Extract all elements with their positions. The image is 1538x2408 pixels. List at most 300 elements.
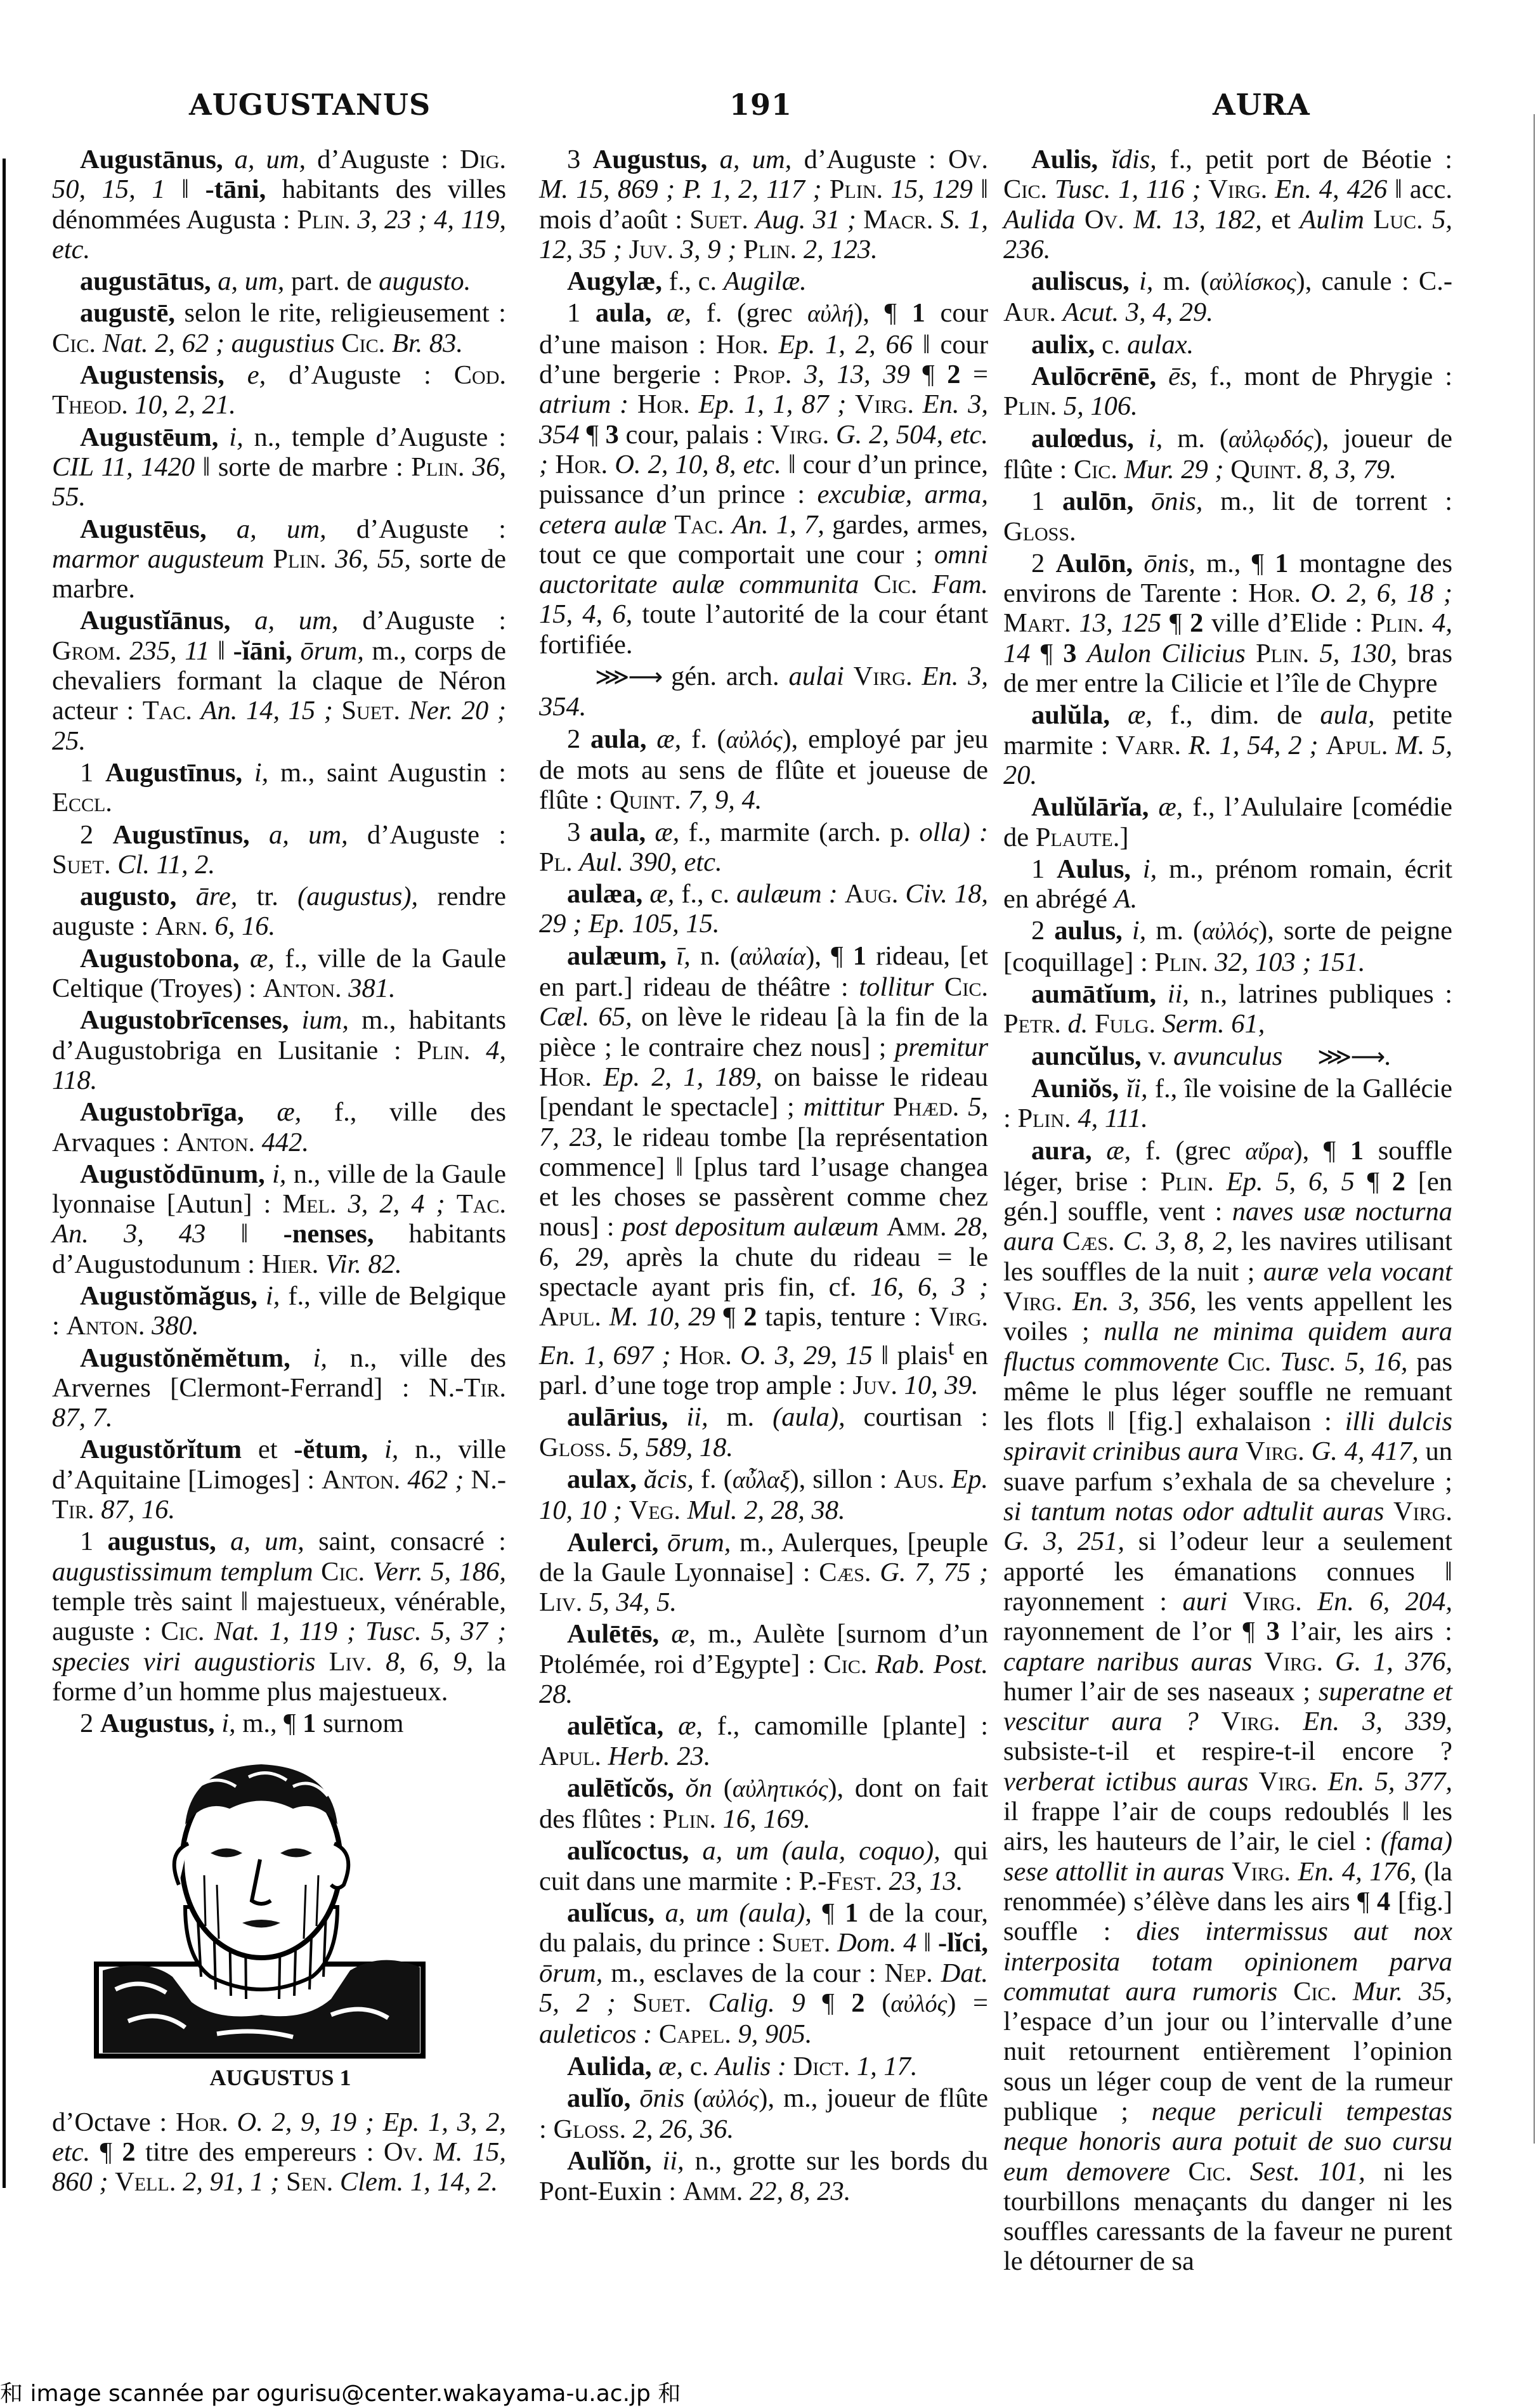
entry-text: ‖ cour d’un prince, puissance d’un prince : (539, 449, 988, 510)
author-citation: Hor. (679, 1340, 732, 1370)
headword: aulĭcoctus, (567, 1836, 689, 1866)
headword: aulārius, (567, 1402, 668, 1433)
dictionary-entry (52, 820, 506, 880)
superscript-text: t (948, 1334, 955, 1360)
italic-text: captare naribus auras (1003, 1646, 1253, 1677)
author-citation: Anton. (66, 1311, 145, 1341)
italic-text: Nat. 1, 119 ; Tusc. 5, 37 ; species viri augustioris (52, 1617, 506, 1677)
entry-text: n., ville des Arvernes [Clermont-Ferrand] : (52, 1343, 506, 1403)
italic-text: excubiæ, arma, cetera aulæ (539, 479, 988, 540)
entry-text (642, 879, 649, 909)
dictionary-entry (1003, 330, 1452, 360)
italic-text: Mur. 35, (1352, 1976, 1453, 2007)
entry-text: saint, consacré : (304, 1526, 506, 1557)
author-citation: Apul. (539, 1302, 601, 1332)
entry-text (333, 696, 342, 726)
entry-text: f., l’Aululaire [comédie de (1003, 792, 1453, 852)
italic-text: æ, (656, 724, 682, 754)
entry-text: ¶ (811, 1898, 845, 1929)
headword: Augylæ, (567, 266, 662, 297)
entry-text: 1 (1031, 486, 1062, 517)
entry-text: ‖ plais (872, 1340, 948, 1370)
entry-text: rendre auguste : (52, 882, 506, 942)
entry-text: l’espace d’un jour ou l’intervalle d’une nuit retournent entièrement l’opinion sous un léger coup de vent de la rumeur publique ; (1003, 2007, 1452, 2126)
entry-text: 2 (80, 1708, 100, 1739)
headword: 1 (852, 940, 866, 971)
headword: aula, (589, 817, 646, 847)
italic-text: olla) : (919, 817, 989, 847)
entry-text (264, 544, 273, 574)
italic-text: 5, 236. (1003, 204, 1453, 264)
dictionary-entry (1003, 792, 1452, 852)
entry-text: ¶ (909, 360, 948, 390)
italic-text: aulai (788, 661, 844, 692)
author-citation: N.-Tir. (52, 1464, 506, 1525)
italic-text: d. (1067, 1009, 1088, 1039)
entry-text (250, 820, 269, 850)
headword: aumātĭum, (1031, 979, 1157, 1010)
headword: aulæa, (567, 879, 643, 909)
entry-text (225, 360, 247, 390)
italic-text: En. 1, 697 ; (539, 1340, 671, 1370)
italic-text: S. 1, 12, 35 ; (539, 204, 988, 264)
author-citation: Capel. (658, 2019, 731, 2050)
author-citation: Virg. (770, 419, 830, 450)
entry-text (1291, 1857, 1298, 1887)
author-citation: Virg. (1258, 1766, 1318, 1797)
italic-text: M. 15, 869 ; P. 1, 2, 117 ; (539, 174, 822, 205)
entry-text: m. (708, 1402, 773, 1433)
entry-text (947, 1212, 955, 1242)
dictionary-entry (539, 1898, 988, 2049)
entry-text (1056, 297, 1063, 327)
see-also-arrow-icon: ⋙⟶ (1317, 1042, 1385, 1071)
author-citation: Petr. (1003, 1009, 1061, 1039)
headword: 2 (1190, 608, 1204, 639)
dictionary-entry (52, 360, 506, 420)
dictionary-entry (52, 944, 506, 1004)
greek-etymon: αὐλός (890, 1990, 948, 2017)
author-citation: Cæs. (819, 1557, 871, 1587)
italic-text: i, (229, 422, 244, 452)
italic-text: post depositum aulæum (622, 1212, 879, 1242)
author-citation: Arn. (155, 911, 208, 942)
entry-text (1115, 1227, 1123, 1256)
entry-text: m., saint Augustin : (268, 757, 507, 788)
italic-text: Calig. 9 (708, 1988, 805, 2018)
italic-text: æ, (655, 817, 680, 847)
italic-text: 15, 129 (890, 174, 973, 205)
author-citation: Virg. (1221, 1707, 1281, 1737)
italic-text: A. (1114, 884, 1138, 914)
entry-text: ), sorte de peigne [coquillage] : (1003, 916, 1453, 977)
entry-text: et (1261, 204, 1300, 235)
italic-text: si tantum notas odor adtulit auras (1003, 1497, 1385, 1527)
italic-text: a, um, (230, 1526, 304, 1557)
italic-text: a, um, (234, 145, 306, 174)
entry-text (1156, 361, 1168, 391)
entry-text (1170, 2157, 1188, 2187)
entry-text (548, 450, 555, 479)
entry-text: rideau, [et en part.] rideau de théâtre : (539, 940, 989, 1003)
italic-text: 22, 8, 23. (749, 2176, 851, 2206)
entry-text (716, 1804, 723, 1834)
dictionary-entry (539, 2146, 988, 2206)
dictionary-entry (539, 1402, 988, 1462)
headword: aura, (1031, 1135, 1092, 1166)
dictionary-entry (539, 879, 988, 939)
italic-text: ĭi, (1126, 1073, 1148, 1103)
column-2 (539, 145, 988, 2208)
author-citation: Plin. (1256, 638, 1310, 668)
entry-text: l’air, les airs : (1279, 1617, 1452, 1647)
entry-text (897, 1370, 904, 1400)
italic-text: 8, 3, 79. (1308, 454, 1397, 485)
italic-text: ēs, (1168, 361, 1198, 392)
italic-text: Ep. 10, 10 ; (539, 1464, 988, 1526)
entry-text (1133, 549, 1144, 578)
italic-text: 5, 130, (1319, 638, 1397, 668)
entry-text: humer l’air de ses naseaux ; (1003, 1676, 1319, 1707)
entry-text (658, 1528, 667, 1558)
italic-text: Acut. 3, 4, 29. (1062, 297, 1213, 328)
headword: Augustŏrĭtum (80, 1435, 242, 1465)
italic-text: Verr. 5, 186, (372, 1556, 507, 1587)
dictionary-entry (539, 1773, 988, 1835)
italic-text: 13, 125 (1079, 608, 1162, 639)
headword: Aulētēs, (567, 1619, 660, 1650)
entry-text (333, 2167, 340, 2197)
entry-text (1277, 1977, 1293, 2007)
italic-text: 9, 905. (738, 2019, 812, 2050)
entry-text (289, 1005, 301, 1035)
italic-text: R. 1, 54, 2 ; (1189, 730, 1319, 760)
italic-text: Ep. 5, 6, 5 (1226, 1166, 1355, 1197)
italic-text: 5, 589, 18. (618, 1432, 733, 1462)
entry-text (1088, 1009, 1095, 1039)
entry-text: pas même le plus léger souffle ne remuant les flots ‖ [fig.] exhalaison : (1003, 1346, 1453, 1437)
author-citation: Eccl. (52, 788, 112, 818)
entry-text (668, 1402, 686, 1432)
entry-text: ), sillon : (790, 1464, 894, 1494)
entry-text (335, 329, 342, 358)
entry-text: ‖ cour d’une bergerie : (539, 329, 989, 390)
author-citation: Hor. (175, 2107, 228, 2137)
italic-text: 380. (152, 1311, 199, 1341)
author-citation: Cic. (52, 328, 96, 358)
italic-text: ium, (301, 1005, 349, 1036)
entry-text: tr. (237, 882, 298, 912)
illustration-augustus (90, 1748, 471, 2093)
entry-text (681, 785, 688, 815)
dictionary-entry (1003, 1136, 1452, 2277)
dictionary-entry (52, 882, 506, 942)
entry-text (830, 1928, 837, 1958)
greek-etymon: αὔρα (1245, 1138, 1294, 1165)
headword: aulœdus, (1031, 423, 1134, 453)
dictionary-entry (1003, 266, 1452, 328)
author-citation: Anton. (176, 1127, 256, 1157)
entry-text: m., esclaves de la cour : (603, 1958, 885, 1988)
dictionary-entry (539, 2052, 988, 2081)
italic-text: En. 3, 356, (1072, 1286, 1197, 1317)
running-head-last-word: AURA (1213, 88, 1310, 122)
headword: auliscus, (1031, 266, 1130, 297)
dictionary-entry (52, 422, 506, 512)
entry-text (637, 1464, 644, 1494)
italic-text: G. 7, 75 ; (880, 1557, 988, 1587)
entry-text (1319, 731, 1326, 760)
author-citation: Plaute. (1035, 822, 1120, 852)
author-citation: Ov. (948, 145, 989, 174)
author-citation: Virg. (1393, 1497, 1452, 1527)
headword: Augustobrīcenses, (80, 1005, 289, 1036)
entry-text: m. ( (1153, 266, 1209, 297)
headword: Augustŏmăgus, (80, 1280, 257, 1311)
author-citation: Tac. (456, 1189, 506, 1220)
italic-text: G. 3, 251, (1003, 1526, 1125, 1557)
headword: aulĭo, (567, 2083, 631, 2113)
italic-text: O. 2, 10, 8, etc. (615, 449, 781, 479)
author-citation: Gloss. (1003, 516, 1076, 547)
entry-text (1062, 1287, 1072, 1317)
entry-text: ( (684, 2083, 703, 2113)
headword: augustus, (107, 1526, 216, 1557)
dictionary-entry (52, 1005, 506, 1095)
dictionary-entry (539, 1619, 988, 1709)
entry-text: 1 (80, 1526, 108, 1557)
entry-text: d’Auguste : (348, 819, 507, 850)
entry-text (1124, 205, 1133, 235)
italic-text: Ep. 1, 1, 87 ; (698, 389, 847, 420)
dictionary-entry (1003, 361, 1452, 422)
italic-text: (fama) sese attollit in auras (1003, 1826, 1452, 1887)
entry-text: ¶ (1161, 608, 1190, 639)
entry-text (1232, 2157, 1249, 2187)
entry-text (445, 1189, 457, 1219)
dictionary-entry (539, 1711, 988, 1771)
italic-text: āre, (195, 882, 238, 912)
entry-text: f., petit port de Béotie : (1156, 145, 1452, 174)
author-citation: Apul. (1326, 730, 1388, 760)
entry-text (1252, 1647, 1264, 1677)
entry-text (622, 235, 629, 264)
italic-text: 4, 111. (1078, 1103, 1148, 1134)
author-citation: Cic. (1073, 454, 1118, 485)
entry-text: m., ¶ (235, 1708, 303, 1739)
entry-text: ), ¶ (805, 940, 853, 971)
entry-text (659, 1619, 671, 1649)
entry-text: c. (683, 2051, 715, 2081)
page-number: 191 (729, 88, 793, 122)
entry-text (365, 1557, 373, 1587)
entry-text: ¶ (579, 419, 606, 450)
entry-text: il frappe l’air de coups redoublés ‖ les airs, les hauteurs de l’air, le ciel : (1003, 1797, 1452, 1857)
dictionary-entry (1003, 700, 1452, 790)
dictionary-entry (1003, 486, 1452, 547)
headword: 1 (845, 1898, 859, 1929)
headword: 1 (1350, 1135, 1364, 1166)
italic-text: Aul. 390, etc. (579, 847, 722, 877)
italic-text: O. 2, 6, 18 ; (1310, 578, 1453, 609)
italic-text: illi dulcis spiravit crinibus aura (1003, 1407, 1453, 1467)
italic-text: En. 4, 426 (1275, 174, 1388, 205)
headword: Auniŏs, (1031, 1073, 1119, 1103)
italic-text: auleticos : (539, 2019, 653, 2050)
entry-text: d’Auguste : (792, 145, 949, 174)
entry-text (1047, 174, 1055, 204)
entry-text: ¶ (1030, 638, 1064, 668)
entry-text (244, 1097, 277, 1127)
author-citation: Phæd. (892, 1092, 960, 1123)
entry-text (884, 1092, 893, 1122)
author-citation: Quint. (609, 785, 681, 816)
author-citation: Cæs. (1062, 1227, 1115, 1257)
entry-text: f., ville de Belgique : (52, 1280, 507, 1341)
bust-of-augustus-icon (90, 1748, 433, 2059)
headword: 3 (1266, 1617, 1280, 1647)
entry-text: ‖ acc. (1387, 174, 1453, 205)
dictionary-entry (52, 1708, 506, 1738)
entry-text (844, 661, 854, 691)
italic-text: 2, 123. (803, 234, 878, 264)
headword: Augustŏnĕmĕtum, (80, 1343, 290, 1373)
entry-text: f., marmite (arch. p. (679, 817, 920, 847)
italic-text: ŏn (685, 1773, 713, 1803)
entry-text (724, 510, 732, 540)
author-citation: Juv. (629, 234, 674, 264)
entry-text (257, 1281, 266, 1311)
entry-text (1239, 1436, 1246, 1466)
entry-text: petite marmite : (1003, 700, 1453, 760)
entry-text: . (1384, 1041, 1391, 1071)
entry-text (917, 569, 932, 599)
entry-text (1075, 205, 1084, 235)
entry-text: 2 (80, 819, 113, 850)
entry-text: souffle léger, brise : (1003, 1135, 1452, 1197)
italic-text: ĭdis, (1111, 145, 1157, 174)
entry-text (573, 847, 580, 877)
entry-text (400, 696, 409, 726)
entry-text: m., ¶ (1195, 548, 1275, 578)
entry-text: tapis, tenture : (757, 1302, 930, 1332)
entry-text (592, 1062, 603, 1092)
entry-text (829, 420, 836, 450)
italic-text: En. 3, 339, (1303, 1707, 1453, 1737)
entry-text (612, 1433, 619, 1462)
headword: 1 (303, 1708, 316, 1739)
italic-text: Aulon Cilicius (1086, 638, 1246, 668)
entry-text (1214, 1167, 1227, 1197)
entry-text (689, 1836, 702, 1866)
entry-text: ¶ (1354, 1166, 1392, 1197)
entry-text (464, 1465, 471, 1495)
headword: Augustobona, (80, 943, 240, 973)
entry-text: après la chute du rideau = le spectacle ayant pris fin, cf. (539, 1242, 989, 1302)
entry-text (731, 2019, 738, 2049)
author-citation: Ov. (383, 2137, 424, 2168)
headword: Augustēum, (80, 422, 219, 452)
italic-text: En. 4, 176, (1298, 1856, 1417, 1887)
entry-text (94, 1495, 101, 1525)
italic-text: 3, 2, 4 ; (348, 1189, 445, 1220)
italic-text: M. 5, 20. (1003, 730, 1453, 790)
headword: aulax, (567, 1464, 637, 1494)
entry-text (292, 636, 301, 666)
headword: Augustensis, (80, 360, 225, 391)
entry-text (690, 389, 699, 419)
headword: Augustēus, (80, 514, 207, 544)
author-citation: Plin. (1003, 391, 1057, 422)
headword: 2 (947, 360, 961, 390)
entry-text (630, 2083, 639, 2113)
author-citation: Cic. (1188, 2156, 1232, 2187)
column-3 (1003, 145, 1452, 2279)
author-citation: Mel. (282, 1189, 337, 1220)
author-citation: Anton. (263, 973, 342, 1004)
entry-text: les navires utilisant les souffles de la nuit ; (1003, 1227, 1452, 1287)
entry-text: m., corps de chevaliers formant la claque de Néron acteur : (52, 635, 507, 726)
dictionary-entry (52, 1526, 506, 1707)
headword: -ĕtum, (294, 1435, 368, 1465)
italic-text: æ, (678, 1711, 703, 1741)
entry-text (228, 2107, 237, 2137)
entry-text: ), canule : (1296, 266, 1419, 297)
italic-text: 16, 169. (722, 1804, 811, 1835)
italic-text: a, um, (254, 606, 339, 636)
italic-text: Aulida (1003, 204, 1076, 235)
entry-text (1119, 1074, 1126, 1103)
headword: Augustānus, (80, 145, 223, 174)
italic-text: 2, 26, 36. (632, 2114, 734, 2145)
entry-text: n., grotte sur les bords du Pont-Euxin : (539, 2146, 988, 2206)
entry-text (471, 1036, 486, 1065)
italic-text: 10, 39. (904, 1370, 979, 1401)
italic-text: Civ. 18, 29 ; Ep. 105, 15. (539, 879, 989, 939)
italic-text: tollitur (859, 972, 934, 1003)
italic-text: i, (1139, 266, 1154, 297)
italic-text: 87, 16. (101, 1495, 176, 1525)
italic-text: Mur. 29 ; (1124, 454, 1224, 485)
entry-text: ), dont on fait des flûtes : (539, 1773, 989, 1835)
entry-text: ), ¶ (1293, 1135, 1350, 1166)
headword: Augustus, (592, 145, 708, 174)
italic-text: 462 ; (407, 1464, 464, 1495)
entry-text: le rideau tombe [la représentation commence] ‖ [plus tard l’usage changea et les choses se passèrent comme chez nous] : (539, 1122, 989, 1242)
entry-text: m., lit de torrent : (1202, 486, 1452, 517)
entry-text: ‖ sorte de marbre : (195, 452, 412, 482)
italic-text: i, (254, 757, 269, 788)
entry-text: f., camomille [plante] : (703, 1711, 989, 1741)
author-citation: Suet. (771, 1928, 831, 1958)
dictionary-entry (52, 1435, 506, 1525)
dictionary-entry (52, 298, 506, 358)
entry-text: 3 (567, 817, 590, 847)
dictionary-entry (1003, 145, 1452, 264)
entry-text: ), employé par jeu de mots au sens de flûte et joueuse de flûte : (539, 724, 989, 816)
headword: 2 (122, 2137, 136, 2168)
entry-text (1384, 1497, 1393, 1526)
entry-text (255, 1128, 262, 1157)
entry-text: on baisse le rideau [pendant le spectacle] ; (539, 1062, 988, 1123)
italic-text: ii, (686, 1402, 708, 1433)
author-citation: Virg. (1245, 1436, 1305, 1467)
author-citation: Cic. (321, 1556, 365, 1587)
headword: Aulerci, (567, 1527, 659, 1558)
entry-text (327, 544, 336, 574)
italic-text: e, (247, 360, 266, 391)
entry-text (242, 758, 254, 788)
